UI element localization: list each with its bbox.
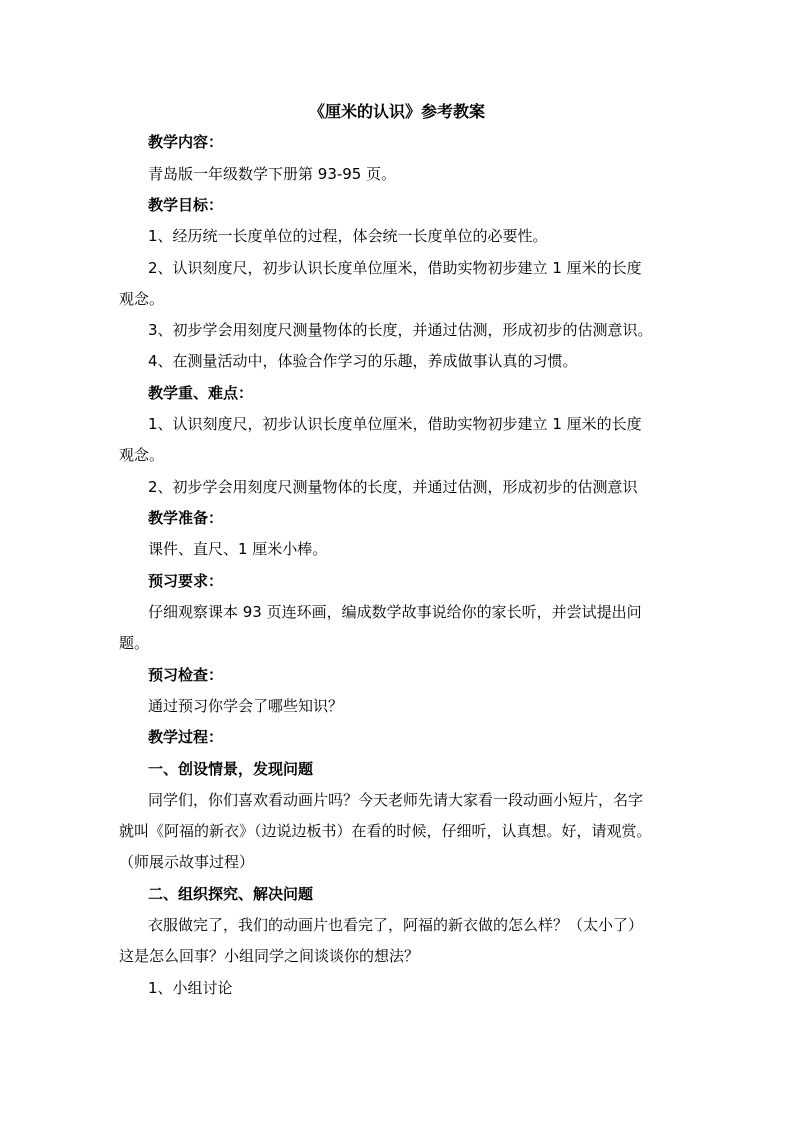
heading-preview-requirements: 预习要求：: [148, 572, 224, 590]
preview-requirements-text: 仔细观察课本 93 页连环画，编成数学故事说给你的家长听，并尝试提出问: [148, 603, 642, 621]
heading-preparation: 教学准备：: [148, 509, 224, 527]
process-part1-text: 同学们，你们喜欢看动画片吗？今天老师先请大家看一段动画小短片，名字: [148, 791, 644, 809]
goal-item-continuation: 观念。: [119, 290, 165, 308]
process-part2-text: 衣服做完了，我们的动画片也看完了，阿福的新衣做的怎么样？（太小了）: [148, 916, 644, 934]
preview-requirements-continuation: 题。: [119, 634, 150, 652]
heading-preview-check: 预习检查：: [148, 666, 224, 684]
process-part1-text: 就叫《阿福的新衣》（边说边板书）在看的时候，仔细听，认真想。好，请观赏。: [119, 822, 652, 840]
key-point-item-continuation: 观念。: [119, 446, 165, 464]
key-point-item: 2、初步学会用刻度尺测量物体的长度，并通过估测，形成初步的估测意识: [148, 478, 638, 496]
preparation-text: 课件、直尺、1 厘米小棒。: [148, 540, 328, 558]
goal-item: 2、认识刻度尺，初步认识长度单位厘米，借助实物初步建立 1 厘米的长度: [148, 259, 642, 277]
process-part1-text: （师展示故事过程）: [119, 853, 255, 871]
goal-item: 1、经历统一长度单位的过程，体会统一长度单位的必要性。: [148, 227, 548, 245]
goal-item: 4、在测量活动中，体验合作学习的乐趣，养成做事认真的习惯。: [148, 352, 578, 370]
heading-teaching-process: 教学过程：: [148, 728, 224, 746]
process-part1-heading: 一、创设情景，发现问题: [148, 760, 314, 778]
heading-teaching-goals: 教学目标：: [148, 196, 224, 214]
key-point-item: 1、认识刻度尺，初步认识长度单位厘米，借助实物初步建立 1 厘米的长度: [148, 415, 642, 433]
process-part2-text: 这是怎么回事？小组同学之间谈谈你的想法？: [119, 947, 420, 965]
goal-item: 3、初步学会用刻度尺测量物体的长度，并通过估测，形成初步的估测意识。: [148, 321, 653, 339]
process-step-item: 1、小组讨论: [148, 979, 233, 997]
document-title: 《厘米的认识》参考教案: [308, 102, 485, 121]
preview-check-text: 通过预习你学会了哪些知识？: [148, 697, 344, 715]
teaching-content-text: 青岛版一年级数学下册第 93-95 页。: [148, 165, 397, 183]
heading-teaching-content: 教学内容：: [148, 133, 224, 151]
heading-key-points: 教学重、难点：: [148, 384, 254, 402]
process-part2-heading: 二、组织探究、解决问题: [148, 885, 314, 903]
